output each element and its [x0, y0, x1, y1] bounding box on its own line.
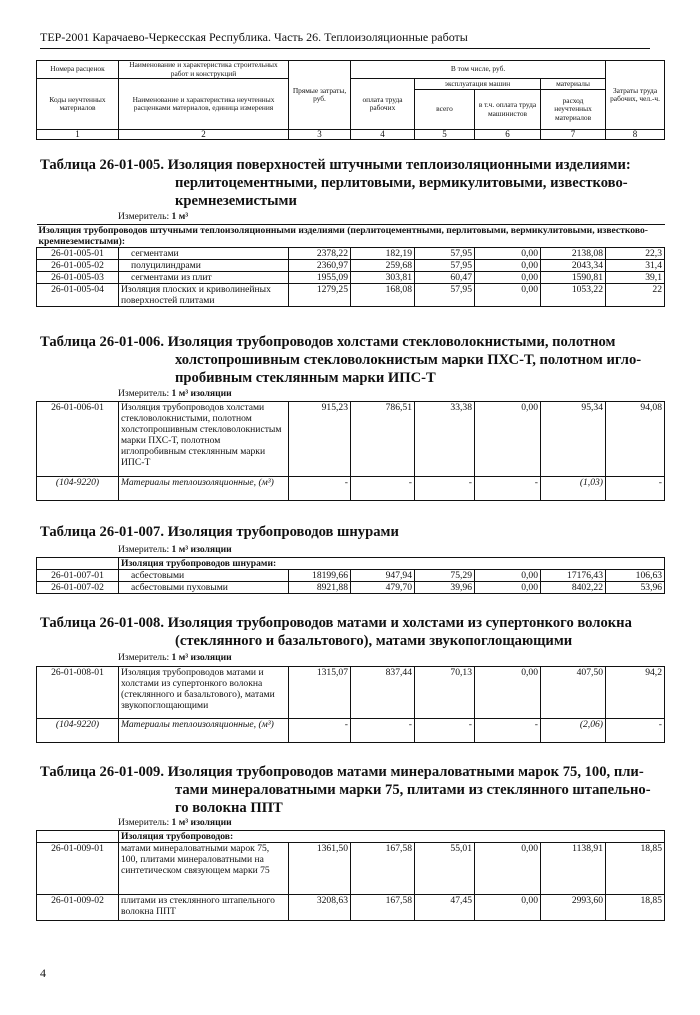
col-group-header: В том числе, руб.: [351, 61, 606, 79]
col-labor-hours-header: Затраты труда рабочих, чел.-ч.: [606, 61, 665, 130]
col-number: 5: [415, 130, 475, 140]
col-name-header: Наименование и характеристика строительных работ и конструкций: [119, 61, 289, 79]
table-row: 26-01-005-01 сегментами 2378,22 182,19 57,95 0,00 2138,08 22,3: [37, 248, 665, 260]
table-row: 26-01-007-02 асбестовыми пуховыми 8921,88 479,70 39,96 0,00 8402,22 53,96: [37, 582, 665, 594]
table-009-title: Таблица 26-01-009. Изоляция трубопроводов матами минераловатными марок 75, 100, пли- тами минераловатными марки 75, плитами из стеклянного штапельно- го волокна ППТ: [40, 764, 651, 816]
table-005-title: Таблица 26-01-005. Изоляция поверхностей штучными теплоизоляционными изделиями: перлитоцементными, перлитовыми, вермикулитовыми, известково- кремнеземистыми: [40, 157, 631, 209]
table-007-measure: Измеритель: 1 м³ изоляции: [118, 544, 232, 555]
table-005: [36, 224, 665, 307]
table-008-measure: Измеритель: 1 м³ изоляции: [118, 652, 232, 663]
table-009-measure: Измеритель: 1 м³ изоляции: [118, 817, 232, 828]
table-row: 26-01-007-01 асбестовыми 18199,66 947,94 75,29 0,00 17176,43 106,63: [37, 570, 665, 582]
material-row: (104-9220) Материалы теплоизоляционные, (м³) - - - - (1,03) -: [37, 477, 665, 501]
table-row: 26-01-009-02 плитами из стеклянного штапельного волокна ППТ 3208,63 167,58 47,45 0,00 2993,60 18,85: [37, 895, 665, 921]
col-materials-header: материалы: [541, 79, 606, 90]
table-row: 26-01-006-01 Изоляция трубопроводов холстами стекловолокнистыми, полотном холстопрошивным стекловолокнистым марки ПХС-Т, полотном иглопробивным стеклянным марки ИПС-Т 915,23 786,51 33,38 0,00 95,34 94,08: [37, 402, 665, 477]
col-wages-header: оплата труда рабочих: [351, 79, 415, 130]
table-005-group: Изоляция трубопроводов штучными теплоизоляционными изделиями (перлитоцементными, перлитовыми, вермикулитовыми, известково-кремнеземистыми):: [37, 225, 665, 248]
table-row: 26-01-009-01 матами минераловатными марок 75, 100, плитами минераловатными на синтетическом связующем марки 75 1361,50 167,58 55,01 0,00 1138,91 18,85: [37, 843, 665, 895]
table-008-title: Таблица 26-01-008. Изоляция трубопроводов матами и холстами из супертонкого волокна (стеклянного и базальтового), матами звукопоглощающими: [40, 615, 632, 649]
page-number: 4: [40, 966, 46, 980]
col-material-usage-header: расход неучтенных материалов: [541, 90, 606, 130]
column-header-table: [36, 60, 665, 140]
col-operators-wages-header: в т.ч. оплата труда машинистов: [475, 90, 541, 130]
running-header: ТЕР-2001 Карачаево-Черкесская Республика. Часть 26. Теплоизоляционные работы: [40, 30, 650, 49]
table-006-measure: Измеритель: 1 м³ изоляции: [118, 388, 232, 399]
col-number: 1: [37, 130, 119, 140]
table-row: 26-01-005-03 сегментами из плит 1955,09 303,81 60,47 0,00 1590,81 39,1: [37, 272, 665, 284]
col-number: 8: [606, 130, 665, 140]
col-machines-header: эксплуатация машин: [415, 79, 541, 90]
col-number: 4: [351, 130, 415, 140]
table-row: 26-01-005-04 Изоляция плоских и криволинейных поверхностей плитами 1279,25 168,08 57,95 0,00 1053,22 22: [37, 284, 665, 307]
col-direct-costs-header: Прямые затраты, руб.: [289, 61, 351, 130]
table-row: 26-01-008-01 Изоляция трубопроводов матами и холстами из супертонкого волокна (стеклянного и базальтового), матами звукопоглощающими 1315,07 837,44 70,13 0,00 407,50 94,2: [37, 667, 665, 719]
col-material-name-header: Наименование и характеристика неучтенных расценками материалов, единица измерения: [119, 79, 289, 130]
table-007: [36, 557, 665, 594]
table-006-title: Таблица 26-01-006. Изоляция трубопроводов холстами стекловолокнистыми, полотном холстопрошивным стекловолокнистым марки ПХС-Т, полотном игло- пробивным стеклянным марки ИПС-Т: [40, 334, 642, 386]
table-row: 26-01-005-02 полуцилиндрами 2360,97 259,68 57,95 0,00 2043,34 31,4: [37, 260, 665, 272]
table-008: [36, 666, 665, 743]
material-row: (104-9220) Материалы теплоизоляционные, (м³) - - - - (2,06) -: [37, 719, 665, 743]
col-material-code-header: Коды неучтенных материалов: [37, 79, 119, 130]
table-007-title: Таблица 26-01-007. Изоляция трубопроводов шнурами: [40, 524, 399, 540]
col-number: 3: [289, 130, 351, 140]
col-machines-total-header: всего: [415, 90, 475, 130]
col-code-header: Номера расценок: [37, 61, 119, 79]
col-number: 6: [475, 130, 541, 140]
table-005-measure: Измеритель: 1 м³: [118, 211, 189, 222]
col-number: 2: [119, 130, 289, 140]
col-number: 7: [541, 130, 606, 140]
table-007-group: Изоляция трубопроводов шнурами:: [119, 558, 665, 570]
table-009-group: Изоляция трубопроводов:: [119, 831, 665, 843]
table-006: [36, 401, 665, 501]
table-009: [36, 830, 665, 921]
